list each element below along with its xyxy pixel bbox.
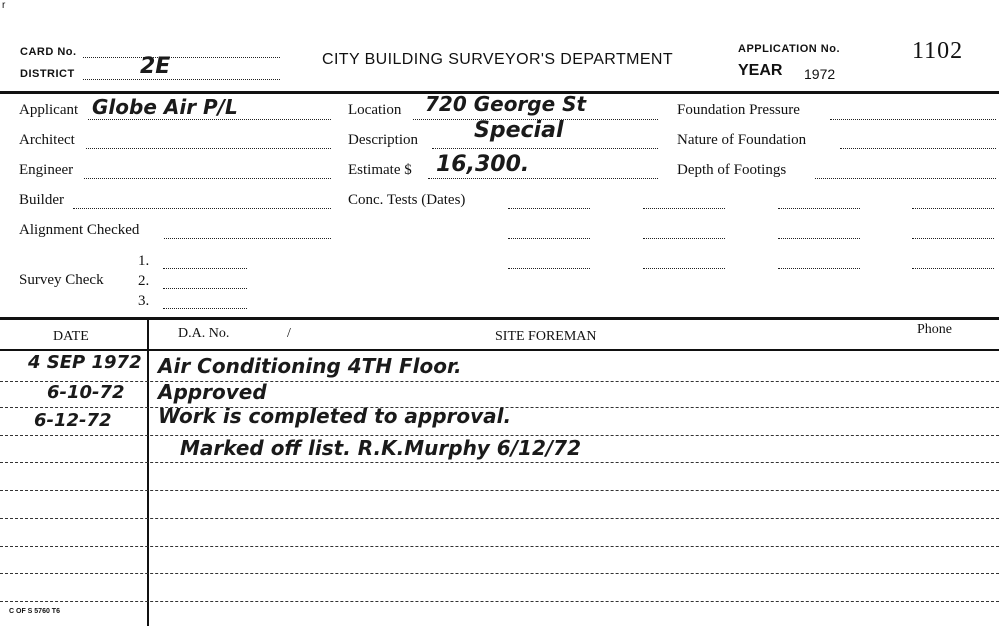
log-row-3-entry: Work is completed to approval.: [158, 404, 512, 428]
survey-1-label: 1.: [138, 253, 150, 269]
conc-test-line: [912, 208, 994, 209]
location-value: 720 George St: [425, 92, 587, 116]
conc-test-line: [778, 238, 860, 239]
log-row-4-entry: Marked off list. R.K.Murphy 6/12/72: [180, 436, 581, 460]
foundation-pressure-label: Foundation Pressure: [677, 102, 800, 118]
district-value: 2E: [140, 54, 171, 79]
phone-header: Phone: [917, 322, 952, 337]
table-row-rule: [0, 573, 999, 574]
estimate-label: Estimate $: [348, 162, 412, 178]
table-row-rule: [0, 601, 999, 602]
engineer-label: Engineer: [19, 162, 74, 178]
description-line: [432, 148, 658, 149]
foundation-pressure-line: [830, 119, 996, 120]
builder-label: Builder: [19, 192, 64, 208]
log-row-3-date: 6-12-72: [34, 410, 112, 431]
applicant-label: Applicant: [19, 102, 79, 118]
depth-footings-label: Depth of Footings: [677, 162, 787, 178]
alignment-line: [164, 238, 331, 239]
conc-test-line: [643, 238, 725, 239]
da-header: D.A. No.: [178, 326, 230, 341]
builder-line: [73, 208, 331, 209]
estimate-value: 16,300.: [436, 152, 530, 177]
card-no-line: [83, 57, 280, 58]
nature-foundation-label: Nature of Foundation: [677, 132, 807, 148]
applicant-line: [88, 119, 331, 120]
engineer-line: [84, 178, 331, 179]
architect-line: [86, 148, 331, 149]
application-no-label: APPLICATION No.: [738, 43, 841, 55]
site-foreman-header: SITE FOREMAN: [495, 329, 597, 344]
card-no-label: CARD No.: [20, 46, 77, 58]
conc-test-line: [508, 268, 590, 269]
description-label: Description: [348, 132, 418, 148]
survey-2-label: 2.: [138, 273, 150, 289]
applicant-value: Globe Air P/L: [92, 95, 238, 119]
da-slash: /: [287, 326, 291, 341]
form-code: C OF S 5760 T6: [9, 608, 60, 615]
survey-3-label: 3.: [138, 293, 150, 309]
nature-foundation-line: [840, 148, 996, 149]
depth-footings-line: [815, 178, 996, 179]
conc-test-line: [643, 268, 725, 269]
conc-test-line: [912, 268, 994, 269]
conc-test-line: [643, 208, 725, 209]
table-row-rule: [0, 518, 999, 519]
district-line: [83, 79, 280, 80]
log-row-1-date: 4 SEP 1972: [28, 352, 142, 373]
district-label: DISTRICT: [20, 68, 75, 80]
architect-label: Architect: [19, 132, 75, 148]
table-row-rule: [0, 490, 999, 491]
survey-1-line: [163, 268, 247, 269]
estimate-line: [428, 178, 658, 179]
year-value: 1972: [804, 66, 836, 82]
survey-label: Survey Check: [19, 272, 104, 288]
date-header: DATE: [53, 329, 89, 344]
table-header-rule: [0, 349, 999, 351]
log-row-2-entry: Approved: [158, 380, 267, 404]
conc-test-line: [912, 238, 994, 239]
application-no: 1102: [912, 38, 964, 64]
log-row-2-date: 6-10-72: [47, 382, 125, 403]
conc-test-line: [508, 208, 590, 209]
table-row-rule: [0, 462, 999, 463]
log-row-1-entry: Air Conditioning 4TH Floor.: [158, 354, 462, 378]
survey-2-line: [163, 288, 247, 289]
table-column-divider: [147, 319, 149, 626]
table-row-rule: [0, 546, 999, 547]
year-label: YEAR: [738, 62, 783, 79]
corner-mark: r: [2, 0, 6, 11]
table-row-rule: [0, 381, 999, 382]
table-top-rule: [0, 317, 999, 320]
department-title: CITY BUILDING SURVEYOR'S DEPARTMENT: [322, 51, 674, 68]
conc-test-line: [508, 238, 590, 239]
conc-test-line: [778, 208, 860, 209]
survey-3-line: [163, 308, 247, 309]
description-value: Special: [474, 118, 564, 143]
location-label: Location: [348, 102, 402, 118]
alignment-label: Alignment Checked: [19, 222, 140, 238]
conc-test-line: [778, 268, 860, 269]
conc-tests-label: Conc. Tests (Dates): [348, 192, 466, 208]
